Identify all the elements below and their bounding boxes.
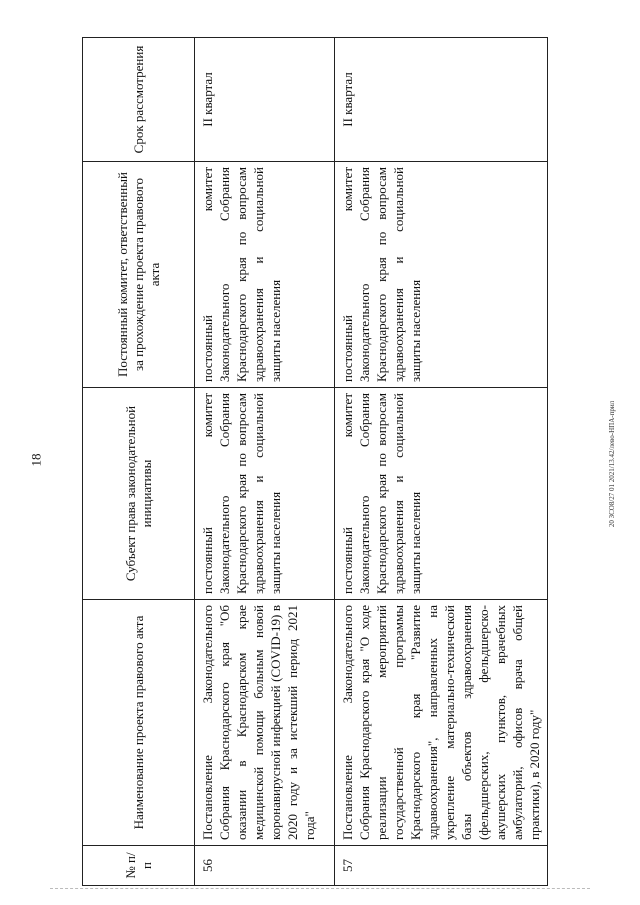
row-term: II квартал <box>335 38 548 162</box>
document-stamp: 20 ЗСО8/27 01 2021/13.42/лево-НПА-прил <box>608 400 616 528</box>
header-subject: Субъект права законодательной инициативы <box>83 388 195 600</box>
row-name: Постановление Законодательного Собрания Краснодарского края "О ходе реализации мероприятий государственной программы Краснодарского края "Развитие здравоохранения", направленных на укрепление материально-технической базы объектов здравоохранения (фельдшерских, фельдшерско-акушерских пунктов, врачебных амбулаторий, офисов врача общей практики), в 2020 году" <box>335 600 548 846</box>
row-name: Постановление Законодательного Собрания Краснодарского края "Об оказании в Краснодарском крае медицинской помощи больным новой коронавирусной инфекцией (COVID-19) в 2020 году и за истекший период 2021 года" <box>195 600 335 846</box>
table-row <box>335 38 548 886</box>
header-term: Срок рассмотрения <box>83 38 195 162</box>
page-number: 18 <box>28 453 44 467</box>
table-header-row <box>83 38 195 886</box>
scan-edge-line <box>50 888 590 889</box>
row-term: II квартал <box>195 38 335 162</box>
rotated-table-container <box>82 38 542 886</box>
row-num: 56 <box>195 846 335 886</box>
table-row <box>195 38 335 886</box>
header-committee: Постоянный комитет, ответственный за прохождение проекта правового акта <box>83 162 195 388</box>
row-subject: постоянный комитет Законодательного Собрания Краснодарского края по вопросам здравоохранения и социальной защиты населения <box>335 388 548 600</box>
row-subject: постоянный комитет Законодательного Собрания Краснодарского края по вопросам здравоохранения и социальной защиты населения <box>195 388 335 600</box>
legislation-plan-table <box>82 37 548 886</box>
header-num: № п/п <box>83 846 195 886</box>
row-committee: постоянный комитет Законодательного Собрания Краснодарского края по вопросам здравоохранения и социальной защиты населения <box>335 162 548 388</box>
header-name: Наименование проекта правового акта <box>83 600 195 846</box>
row-num: 57 <box>335 846 548 886</box>
row-committee: постоянный комитет Законодательного Собрания Краснодарского края по вопросам здравоохранения и социальной защиты населения <box>195 162 335 388</box>
